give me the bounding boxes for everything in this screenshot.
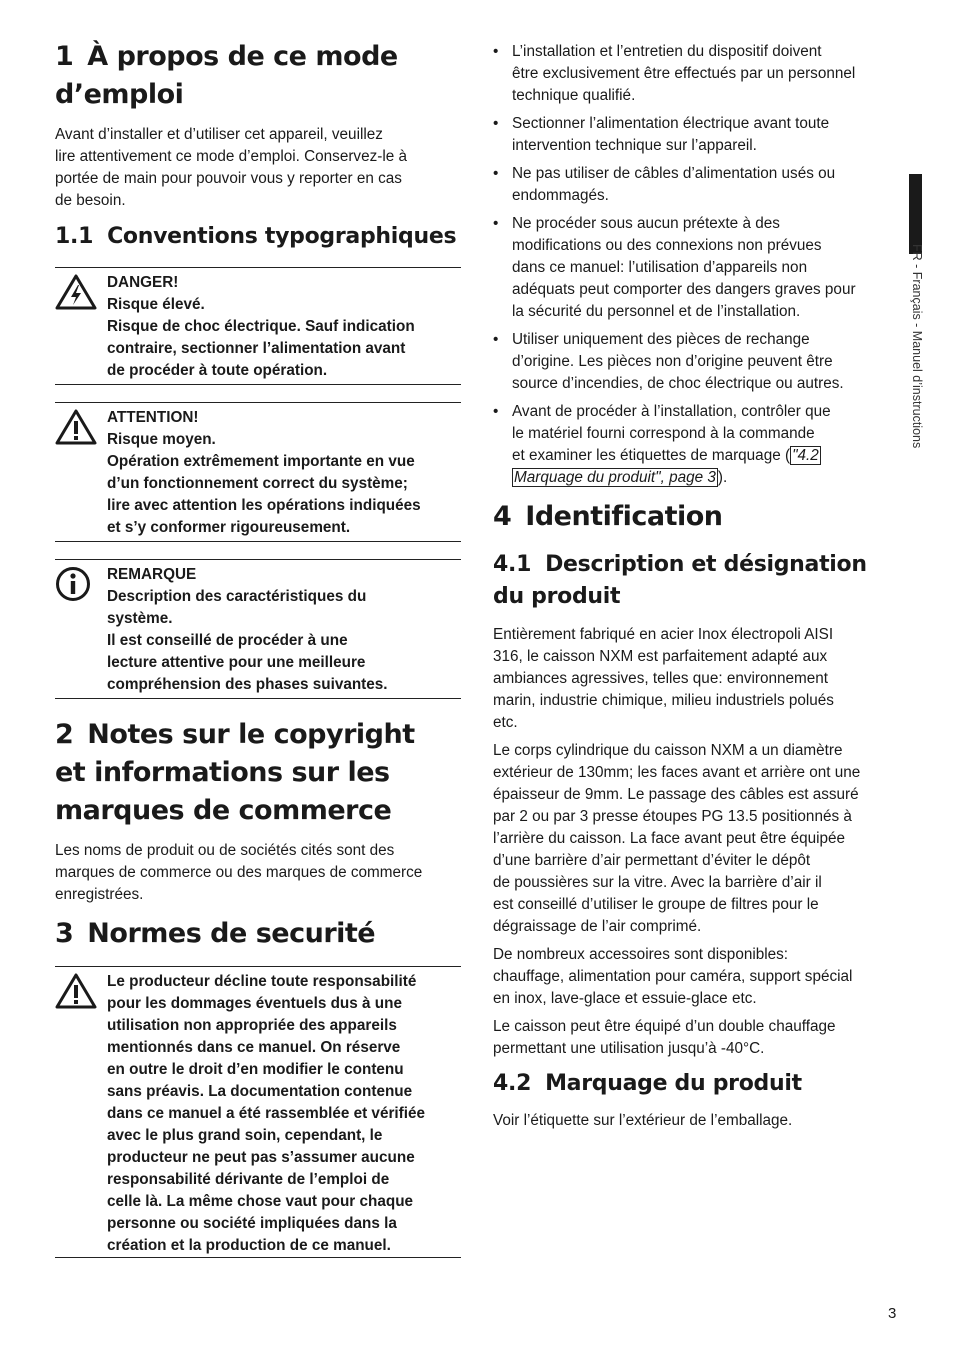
section-4-heading: 4 Identification [493, 501, 723, 532]
cross-reference-link[interactable]: Marquage du produit", page 3 [514, 469, 716, 486]
section-2-heading: 2 Notes sur le copyright et informations sur les marques de commerce [55, 719, 415, 826]
section-4-1-heading: 4.1 Description et désignation du produit [493, 552, 867, 609]
paragraph: De nombreux accessoires sont disponibles: chauffage, alimentation pour caméra, support spécial en inox, lave-glace et essuie-glace etc. [493, 946, 853, 1007]
list-item: • Utiliser uniquement des pièces de rechange d’origine. Les pièces non d’origine peuvent être source d’incendies, de choc électrique ou autres. [493, 329, 901, 395]
paragraph: Le caisson peut être équipé d’un double chauffage permettant une utilisation jusqu’à -40°C. [493, 1018, 836, 1057]
list-item: • Ne pas utiliser de câbles d’alimentation usés ou endommagés. [493, 163, 901, 207]
section-4-2-heading: 4.2 Marquage du produit [493, 1071, 802, 1096]
electric-hazard-icon [55, 274, 97, 314]
list-item: • L’installation et l’entretien du dispositif doivent être exclusivement être effectués par un personnel technique qualifié. [493, 41, 901, 107]
page-number: 3 [888, 1305, 897, 1322]
cross-reference-link[interactable]: "4.2 [792, 447, 819, 464]
section-4-1-body [493, 624, 901, 1060]
section-1-heading: 1 À propos de ce mode d’emploi [55, 41, 398, 110]
section-1-1-heading: 1.1 Conventions typographiques [55, 224, 457, 249]
info-icon [55, 566, 91, 606]
section-1-body: Avant d’installer et d’utiliser cet appareil, veuillez lire attentivement ce mode d’emploi. Conservez-le à portée de main pour pouvoir vous y reporter en cas de besoin. [55, 126, 407, 209]
section-2-body: Les noms de produit ou de sociétés cités sont des marques de commerce ou des marques de commerce enregistrées. [55, 842, 423, 903]
liability-notice: Le producteur décline toute responsabilité pour les dommages éventuels dus à une utilisation non appropriée des appareils mentionnés dans ce manuel. On réserve en outre le droit d’en modifier le contenu sans préavis. La documentation contenue dans ce manuel a été rassemblée et vérifiée avec le plus grand soin, cependant, le producteur ne peut pas s’assumer aucune responsabilité dérivante de l’emploi de celle là. La même chose vaut pour chaque personne ou société impliquées dans la création et la production de ce manuel. [55, 966, 461, 1258]
section-3-heading: 3 Normes de securité [55, 918, 376, 949]
warning-icon [55, 973, 97, 1013]
safety-bullet-list [493, 41, 901, 495]
paragraph: Entièrement fabriqué en acier Inox électropoli AISI 316, le caisson NXM est parfaitement adapté aux ambiances agressives, telles que: environnement marin, industrie chimique, milieu industriels polués etc. [493, 626, 834, 731]
danger-notice: DANGER! Risque élevé. Risque de choc électrique. Sauf indication contraire, sectionner l’alimentation avant de procéder à toute opération. [55, 267, 461, 385]
list-item: • Avant de procéder à l’installation, contrôler que le matériel fourni correspond à la commande et examiner les étiquettes de marquage ( "4.2 Marquage du produit", page 3 ). [493, 401, 901, 489]
chapter-tab-marker [909, 174, 922, 254]
sidebar-label: FR - Français - Manuel d’instructions [910, 244, 924, 449]
warning-icon [55, 409, 97, 449]
remark-notice: REMARQUE Description des caractéristiques du système. Il est conseillé de procéder à une lecture attentive pour une meilleure compréhension des phases suivantes. [55, 559, 461, 699]
section-4-2-body: Voir l’étiquette sur l’extérieur de l’emballage. [493, 1112, 793, 1129]
list-item: • Sectionner l’alimentation électrique avant toute intervention technique sur l’appareil. [493, 113, 901, 157]
attention-notice: ATTENTION! Risque moyen. Opération extrêmement importante en vue d’un fonctionnement correct du système; lire avec attention les opérations indiquées et s’y conformer rigoureusement. [55, 402, 461, 542]
list-item: • Ne procéder sous aucun prétexte à des modifications ou des connexions non prévues dans ce manuel: l’utilisation d’appareils non adéquats peut comporter des dangers graves pour la sécurité du personnel et de l’installation. [493, 213, 901, 323]
paragraph: Le corps cylindrique du caisson NXM a un diamètre extérieur de 130mm; les faces avant et arrière ont une épaisseur de 9mm. Le passage des câbles est assuré par 2 ou par 3 presse étoupes PG 13.5 positionnés à l’arrière du caisson. La face avant peut être équipée d’une barrière d’air permettant d’éviter le dépôt de poussières sur la vitre. Avec la barrière d’air il est conseillé d’utiliser le groupe de filtres pour le dégraissage de l’air comprimé. [493, 742, 861, 935]
